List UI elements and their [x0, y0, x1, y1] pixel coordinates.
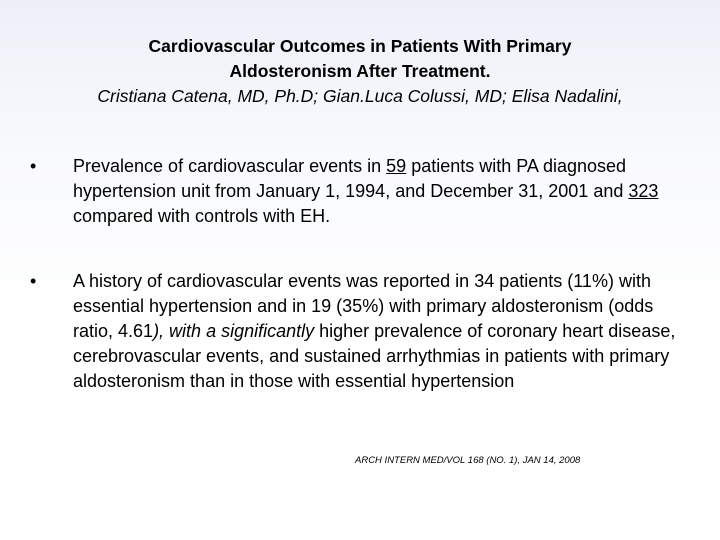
- bullet-text: [73, 154, 695, 229]
- bullet-text: [73, 269, 695, 394]
- slide-title: [20, 34, 700, 109]
- title-line-1: Cardiovascular Outcomes in Patients With Primary: [148, 36, 572, 56]
- bullet-marker: •: [30, 156, 37, 176]
- bullet-text-segment: patients with PA diagnosed hypertension unit from January 1, 1994, and December 31, 2001 and: [73, 156, 629, 201]
- bullet-text-segment: compared with controls with EH.: [73, 206, 331, 226]
- bullet-text-segment: higher prevalence of coronary heart disease, cerebrovascular events, and sustained arrhythmias in patients with primary aldosteronism than in those with essential hypertension: [73, 321, 676, 391]
- citation: ARCH INTERN MED/VOL 168 (NO. 1), JAN 14, 2008: [355, 455, 581, 466]
- authors-line: Cristiana Catena, MD, Ph.D; Gian.Luca Colussi, MD; Elisa Nadalini,: [97, 86, 623, 106]
- bullet-text-segment: Prevalence of cardiovascular events in: [73, 156, 387, 176]
- patient-count-pa: 59: [386, 156, 407, 176]
- bullet-text-italic: ), with a significantly: [153, 321, 315, 341]
- bullet-item: [30, 269, 695, 394]
- title-line-2: Aldosteronism After Treatment.: [229, 61, 491, 81]
- bullet-marker: •: [30, 271, 37, 291]
- bullet-item: [30, 154, 695, 229]
- bullet-text-segment: A history of cardiovascular events was reported in 34 patients (11%) with essential hypertension and in 19 (35%) with primary aldosteronism (odds ratio, 4.61: [73, 271, 654, 341]
- patient-count-controls: 323: [628, 181, 659, 201]
